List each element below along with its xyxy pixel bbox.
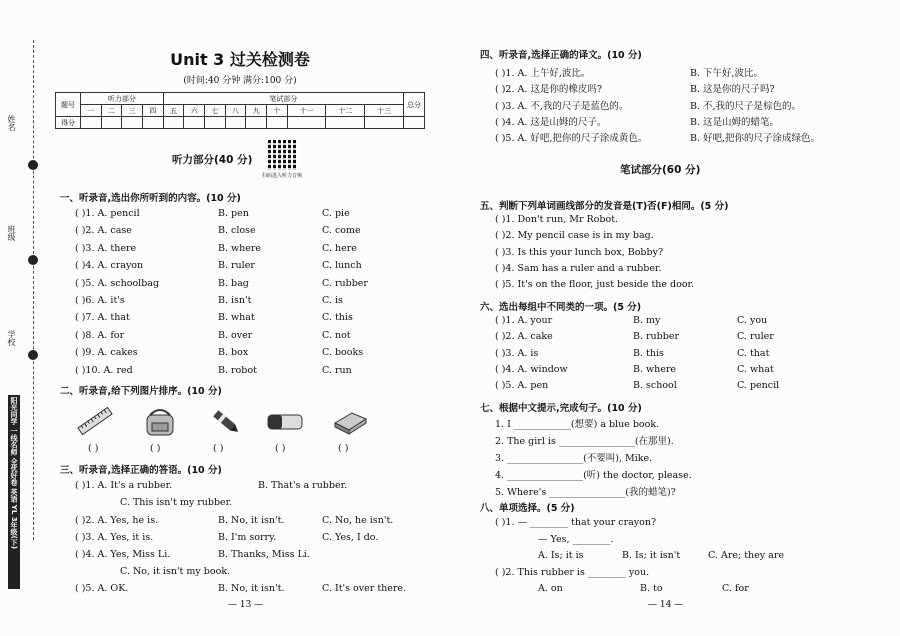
class-label: 班级 <box>7 225 16 241</box>
score-col: 四 <box>143 105 164 117</box>
score-cell[interactable] <box>101 117 122 129</box>
choice-item[interactable]: C. for <box>722 583 749 594</box>
fill-in-sentence[interactable]: 4. ________________(听) the doctor, please. <box>495 470 692 481</box>
order-blank[interactable]: ( ) <box>338 443 349 454</box>
option-c[interactable]: C. come <box>322 225 361 237</box>
answer-option[interactable]: B. No, it isn't. <box>218 583 285 594</box>
ruler-icon <box>75 405 115 437</box>
exam-subtitle: (时间:40 分钟 满分:100 分) <box>183 76 297 86</box>
odd-one-option-b[interactable]: B. where <box>633 363 677 375</box>
choice-item[interactable]: ( )1. — ________ that your crayon? <box>495 517 657 528</box>
score-col: 十三 <box>365 105 404 117</box>
schoolbag-icon <box>140 405 180 437</box>
section-2-title: 二、听录音,给下列图片排序。(10 分) <box>60 386 222 397</box>
order-blank[interactable]: ( ) <box>150 443 161 454</box>
fill-in-sentence[interactable]: 2. The girl is ________________(在那里). <box>495 436 674 447</box>
answer-option[interactable]: B. No, it isn't. <box>218 515 285 526</box>
odd-one-option-c[interactable]: C. what <box>737 363 774 375</box>
binding-spine <box>0 0 40 636</box>
fill-in-sentence[interactable]: 1. I ____________(想要) a blue book. <box>495 419 660 430</box>
order-blank[interactable]: ( ) <box>88 443 99 454</box>
option-c[interactable]: C. rubber <box>322 277 368 289</box>
section-7-title: 七、根据中文提示,完成句子。(10 分) <box>480 403 642 414</box>
option-c[interactable]: C. here <box>322 242 357 254</box>
pencil-case-icon <box>330 405 370 437</box>
answer-option[interactable]: C. No, it isn't my book. <box>120 566 231 577</box>
pronunciation-item[interactable]: ( )2. My pencil case is in my bag. <box>495 230 654 242</box>
odd-one-option-a[interactable]: ( )4. A. window <box>495 363 568 375</box>
odd-one-option-b[interactable]: B. this <box>633 347 664 359</box>
question-stem[interactable]: ( )8. A. for <box>75 329 125 341</box>
question-stem[interactable]: ( )3. A. there <box>75 242 137 254</box>
score-cell[interactable] <box>365 117 404 129</box>
name-label: 姓名 <box>7 115 16 131</box>
question-stem[interactable]: ( )4. A. crayon <box>75 260 144 272</box>
option-c[interactable]: C. lunch <box>322 260 362 272</box>
section-6-title: 六、选出每组中不同类的一项。(5 分) <box>480 302 642 313</box>
odd-one-option-c[interactable]: C. pencil <box>737 380 780 392</box>
fill-in-sentence[interactable]: 3. ________________(不要叫), Mike. <box>495 453 653 464</box>
score-cell[interactable] <box>225 117 246 129</box>
question-stem[interactable]: ( )6. A. it's <box>75 295 125 306</box>
answer-option[interactable]: C. It's over there. <box>322 583 407 594</box>
choice-item[interactable]: A. Is; it is <box>538 550 584 561</box>
odd-one-option-c[interactable]: C. that <box>737 347 770 359</box>
translation-option-b[interactable]: B. 这是山姆的蜡笔。 <box>690 116 780 128</box>
score-col: 八 <box>225 105 246 117</box>
translation-option-b[interactable]: B. 不,我的尺子是棕色的。 <box>690 100 802 112</box>
section-3-title: 三、听录音,选择正确的答语。(10 分) <box>60 465 222 476</box>
odd-one-option-b[interactable]: B. my <box>633 315 661 326</box>
cut-line <box>33 40 35 540</box>
odd-one-option-a[interactable]: ( )2. A. cake <box>495 331 553 343</box>
score-cell[interactable] <box>205 117 226 129</box>
order-blank[interactable]: ( ) <box>213 443 224 454</box>
listening-header: 听力部分(40 分) <box>172 154 253 166</box>
score-table <box>55 92 425 129</box>
option-c[interactable]: C. this <box>322 312 353 324</box>
odd-one-option-a[interactable]: ( )3. A. is <box>495 347 539 359</box>
page-number-right: — 14 — <box>648 600 684 610</box>
binding-hole <box>28 255 38 265</box>
choice-item[interactable]: A. on <box>538 583 563 594</box>
translation-option-a[interactable]: ( )4. A. 这是山姆的尺子。 <box>495 116 607 128</box>
odd-one-option-b[interactable]: B. rubber <box>633 331 680 343</box>
score-col: 三 <box>122 105 143 117</box>
rubber-icon <box>265 405 305 437</box>
score-head-q: 题号 <box>56 93 81 117</box>
translation-option-a[interactable]: ( )3. A. 不,我的尺子是蓝色的。 <box>495 100 629 112</box>
choice-item[interactable]: — Yes, ________. <box>538 534 614 545</box>
binding-hole <box>28 160 38 170</box>
score-cell[interactable] <box>163 117 184 129</box>
odd-one-option-c[interactable]: C. you <box>737 315 768 326</box>
order-blank[interactable]: ( ) <box>275 443 286 454</box>
question-stem[interactable]: ( )7. A. that <box>75 312 130 324</box>
series-logo: 阳光同学 一线名师 全优好卷 英语 YL 3年级(下) <box>8 395 20 589</box>
qr-code-overlay <box>268 140 298 170</box>
section-5-title: 五、判断下列单词画线部分的发音是(T)否(F)相同。(5 分) <box>480 201 729 212</box>
score-cell[interactable] <box>326 117 365 129</box>
option-b[interactable]: B. close <box>218 225 256 237</box>
odd-one-option-a[interactable]: ( )1. A. your <box>495 315 553 326</box>
answer-option[interactable]: ( )2. A. Yes, he is. <box>75 515 159 526</box>
score-col: 十一 <box>287 105 326 117</box>
score-col: 九 <box>246 105 267 117</box>
score-head-writing: 笔试部分 <box>163 93 403 105</box>
score-cell[interactable] <box>143 117 164 129</box>
option-b[interactable]: B. where <box>218 242 262 254</box>
option-b[interactable]: B. ruler <box>218 260 255 272</box>
odd-one-option-a[interactable]: ( )5. A. pen <box>495 380 549 392</box>
odd-one-option-b[interactable]: B. school <box>633 380 677 392</box>
answer-option[interactable]: ( )5. A. OK. <box>75 583 129 594</box>
question-stem[interactable]: ( )1. A. pencil <box>75 208 140 219</box>
score-head-listening: 听力部分 <box>81 93 164 105</box>
option-b[interactable]: B. robot <box>218 364 257 376</box>
question-stem[interactable]: ( )2. A. case <box>75 225 132 237</box>
option-b[interactable]: B. pen <box>218 208 249 219</box>
pronunciation-item[interactable]: ( )4. Sam has a ruler and a rubber. <box>495 262 662 274</box>
choice-item[interactable]: B. to <box>640 583 663 594</box>
section-8-title: 八、单项选择。(5 分) <box>480 503 575 514</box>
translation-option-a[interactable]: ( )5. A. 好吧,把你的尺子涂成黄色。 <box>495 133 648 145</box>
answer-option[interactable]: ( )4. A. Yes, Miss Li. <box>75 549 171 560</box>
question-stem[interactable]: ( )5. A. schoolbag <box>75 277 160 289</box>
score-col: 二 <box>101 105 122 117</box>
score-col: 七 <box>205 105 226 117</box>
translation-option-a[interactable]: ( )1. A. 上午好,波比。 <box>495 68 591 79</box>
score-cell[interactable] <box>246 117 267 129</box>
score-col: 十二 <box>326 105 365 117</box>
page-number-left: — 13 — <box>228 600 264 610</box>
section-1-title: 一、听录音,选出你所听到的内容。(10 分) <box>60 193 241 204</box>
school-label: 学校 <box>7 330 16 346</box>
answer-option[interactable]: ( )3. A. Yes, it is. <box>75 532 154 543</box>
pronunciation-item[interactable]: ( )3. Is this your lunch box, Bobby? <box>495 246 664 258</box>
pronunciation-item[interactable]: ( )1. Don't run, Mr Robot. <box>495 214 619 225</box>
answer-option[interactable]: B. Thanks, Miss Li. <box>218 549 310 560</box>
answer-option[interactable]: B. That's a rubber. <box>258 480 348 491</box>
choice-item[interactable]: ( )2. This rubber is ________ you. <box>495 567 650 578</box>
answer-option[interactable]: C. Yes, I do. <box>322 532 379 543</box>
score-cell[interactable] <box>404 117 425 129</box>
option-c[interactable]: C. run <box>322 364 352 376</box>
translation-option-b[interactable]: B. 这是你的尺子吗? <box>690 84 775 96</box>
score-col: 十 <box>267 105 288 117</box>
qr-caption: 扫码进入听力音频 <box>262 173 303 179</box>
score-col: 五 <box>163 105 184 117</box>
score-row-label: 得分 <box>56 117 81 129</box>
option-c[interactable]: C. not <box>322 329 351 341</box>
option-c[interactable]: C. books <box>322 347 364 359</box>
translation-option-b[interactable]: B. 好吧,把你的尺子涂成绿色。 <box>690 133 821 145</box>
choice-item[interactable]: C. Are; they are <box>708 550 784 561</box>
choice-item[interactable]: B. Is; it isn't <box>622 550 681 561</box>
odd-one-option-c[interactable]: C. ruler <box>737 331 774 343</box>
question-stem[interactable]: ( )10. A. red <box>75 364 133 376</box>
score-col: 六 <box>184 105 205 117</box>
option-b[interactable]: B. box <box>218 347 249 359</box>
binding-hole <box>28 350 38 360</box>
translation-option-a[interactable]: ( )2. A. 这是你的橡皮吗? <box>495 84 603 96</box>
answer-option[interactable]: ( )1. A. It's a rubber. <box>75 480 173 491</box>
score-col: 一 <box>81 105 102 117</box>
page-title: Unit 3 过关检测卷 <box>170 50 310 69</box>
writing-header: 笔试部分(60 分) <box>620 164 701 176</box>
score-head-total: 总分 <box>404 93 425 117</box>
option-b[interactable]: B. over <box>218 329 253 341</box>
crayon-icon <box>205 405 245 437</box>
fill-in-sentence[interactable]: 5. Where's ________________(我的蜡笔)? <box>495 487 676 498</box>
score-cell[interactable] <box>287 117 326 129</box>
answer-option[interactable]: C. This isn't my rubber. <box>120 497 233 508</box>
option-c[interactable]: C. is <box>322 295 343 306</box>
answer-option[interactable]: C. No, he isn't. <box>322 515 394 526</box>
option-b[interactable]: B. isn't <box>218 295 252 306</box>
score-cell[interactable] <box>267 117 288 129</box>
question-stem[interactable]: ( )9. A. cakes <box>75 347 138 359</box>
score-cell[interactable] <box>122 117 143 129</box>
score-cell[interactable] <box>81 117 102 129</box>
section-4-title: 四、听录音,选择正确的译文。(10 分) <box>480 50 642 61</box>
answer-option[interactable]: B. I'm sorry. <box>218 532 277 543</box>
pronunciation-item[interactable]: ( )5. It's on the floor, just beside the door. <box>495 279 695 291</box>
option-b[interactable]: B. bag <box>218 277 249 289</box>
option-b[interactable]: B. what <box>218 312 255 324</box>
score-cell[interactable] <box>184 117 205 129</box>
option-c[interactable]: C. pie <box>322 208 350 219</box>
translation-option-b[interactable]: B. 下午好,波比。 <box>690 68 764 79</box>
